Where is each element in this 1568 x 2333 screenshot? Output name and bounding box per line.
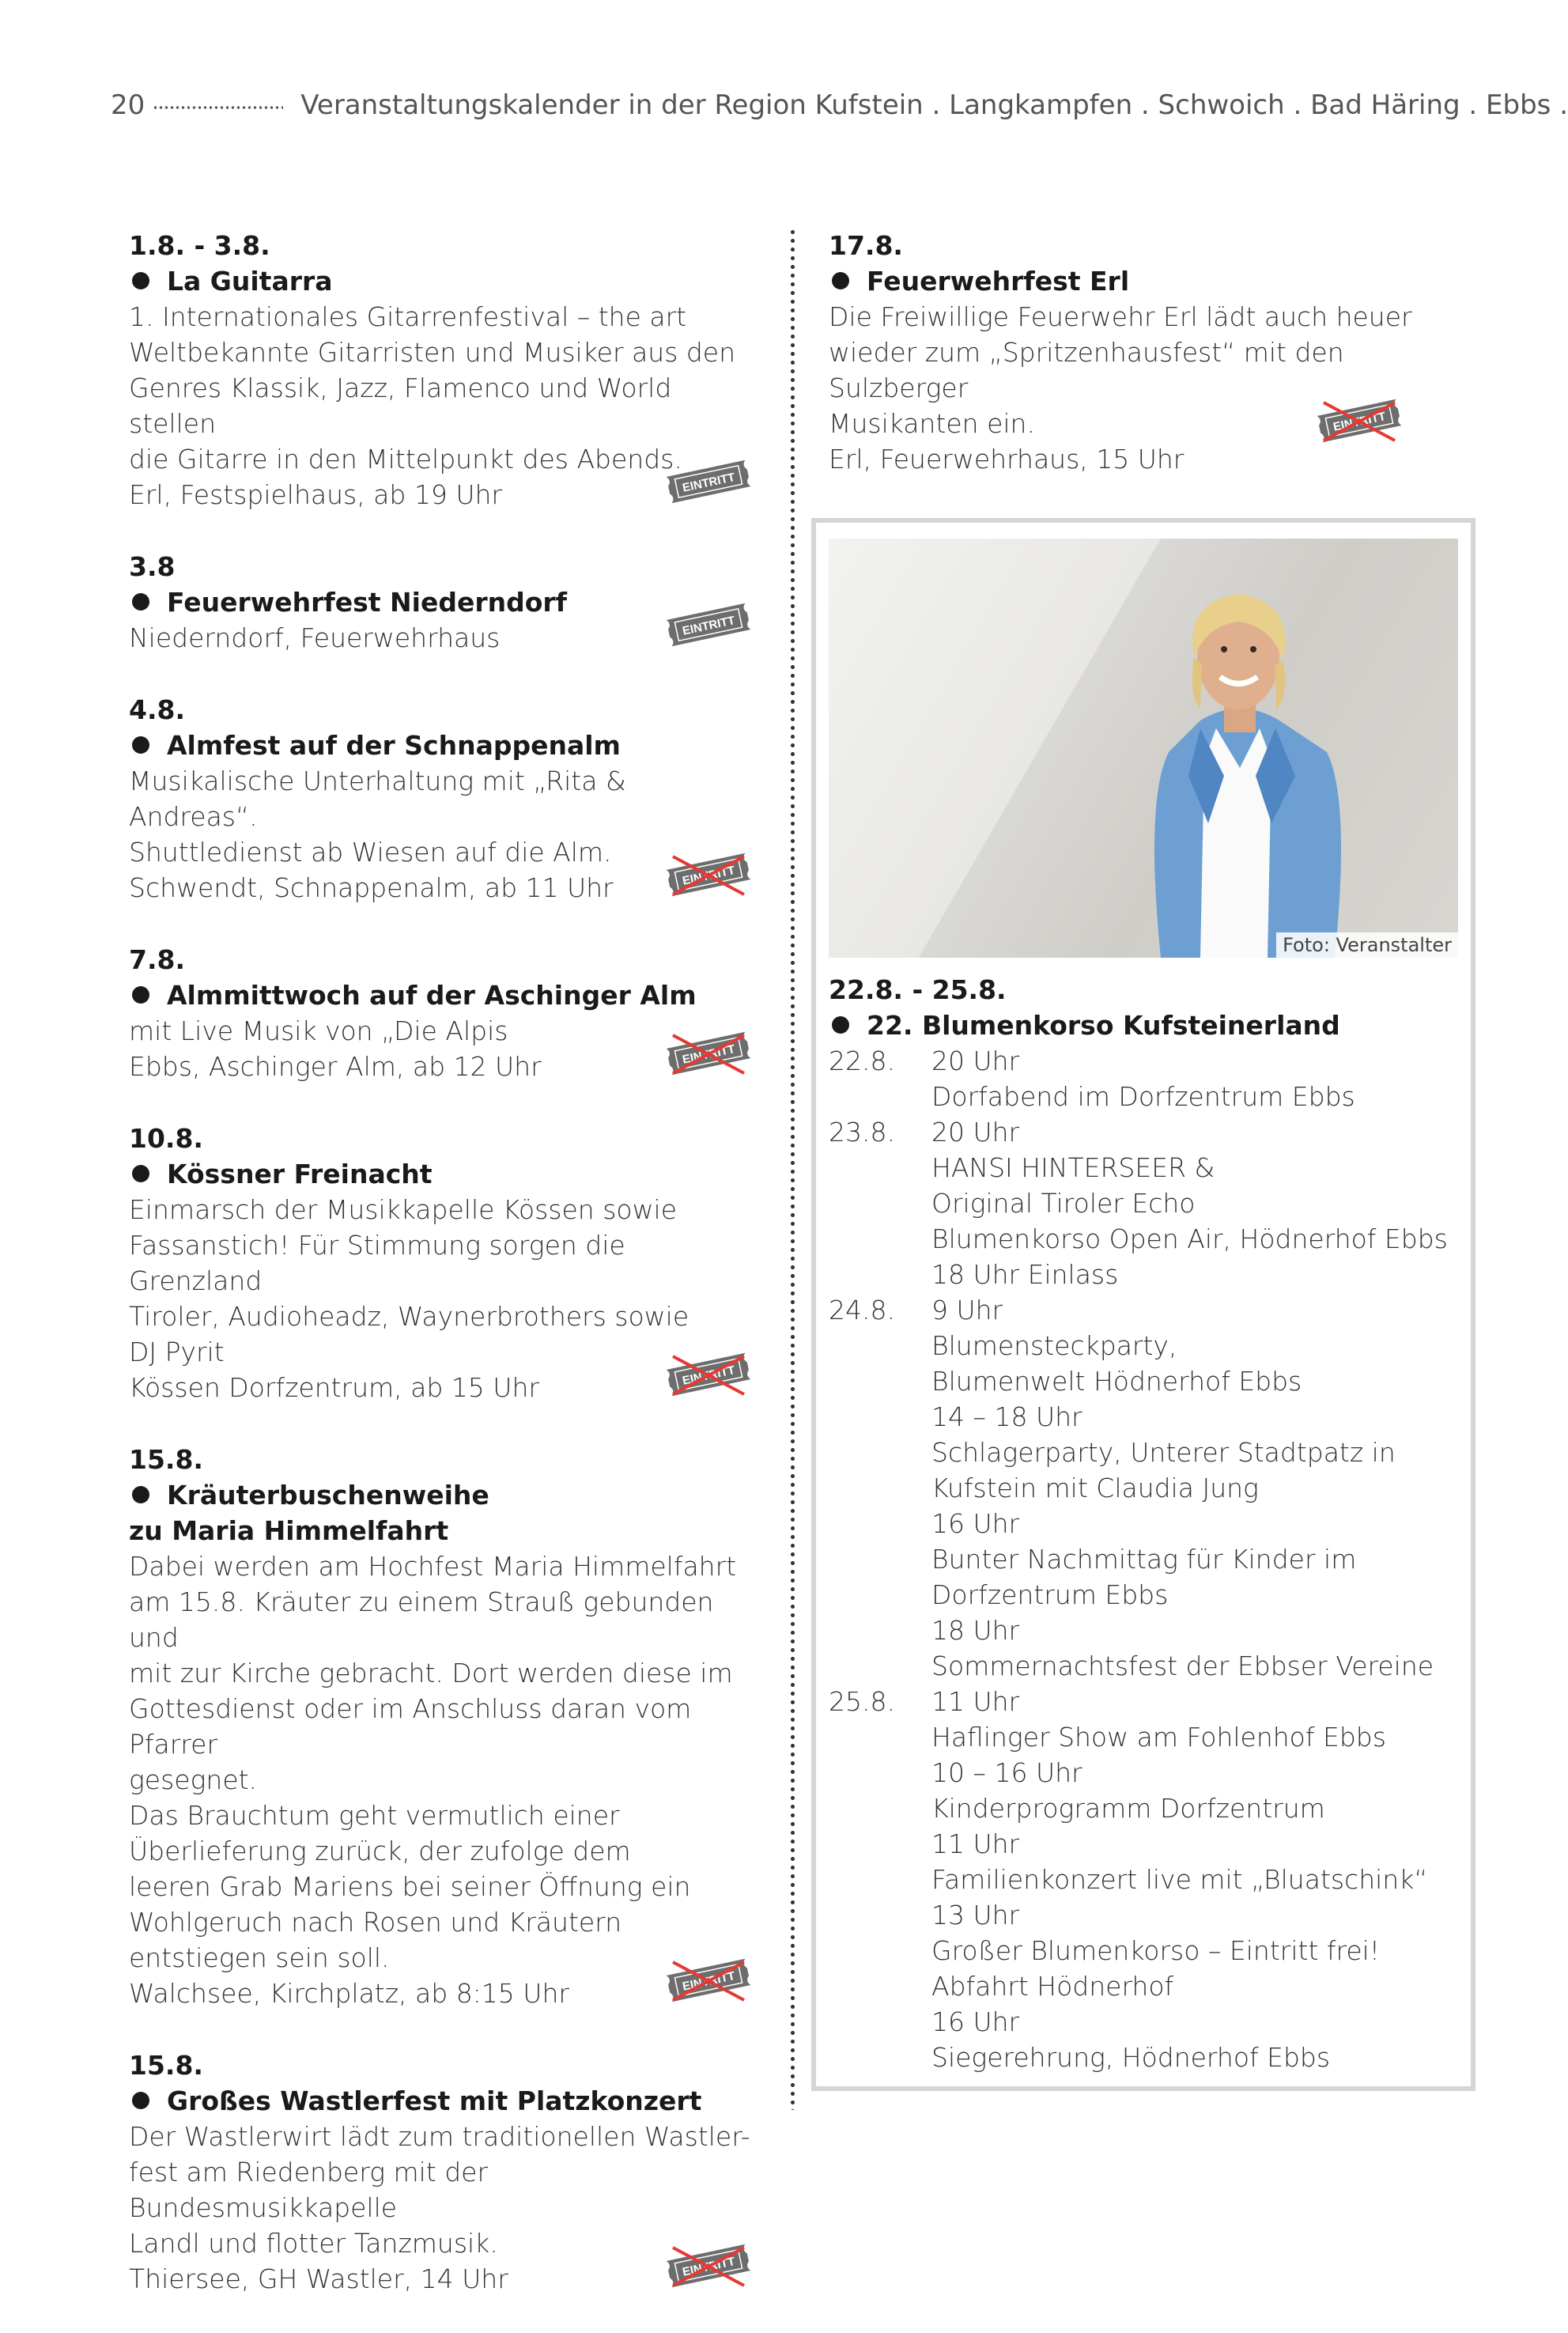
event-date: 15.8.: [129, 2050, 203, 2081]
free-entry-ticket-icon: [662, 850, 755, 899]
schedule-day: [829, 1257, 931, 1292]
svg-text:EINTRITT: EINTRITT: [681, 1969, 737, 1994]
schedule-row: [829, 1684, 1458, 1719]
event-title: [829, 263, 1461, 299]
svg-text:EINTRITT: EINTRITT: [681, 2255, 737, 2279]
schedule-entry: Bunter Nachmittag für Kinder im: [931, 1544, 1357, 1575]
schedule-row: [829, 2040, 1458, 2075]
schedule-row: [829, 1043, 1458, 1079]
schedule-row: [829, 1577, 1458, 1613]
schedule-row: [829, 1185, 1458, 1221]
schedule-day: [829, 1363, 931, 1399]
event-item: [129, 942, 761, 1084]
column-divider: [790, 228, 795, 2110]
event-date: 10.8.: [129, 1123, 203, 1154]
schedule-day: [829, 1862, 931, 1897]
event-date: 3.8: [129, 551, 176, 582]
schedule-day: [829, 1185, 931, 1221]
schedule-day: 25.8.: [829, 1686, 895, 1717]
event-schedule: [829, 1043, 1458, 2075]
schedule-entry: Kinderprogramm Dorfzentrum: [931, 1793, 1325, 1824]
free-entry-ticket-icon: [662, 1029, 755, 1078]
schedule-entry: 20 Uhr: [931, 1117, 1020, 1148]
event-title-text: Almmittwoch auf der Aschinger Alm: [167, 980, 697, 1011]
bullet-icon: [132, 736, 149, 754]
event-location: Schwendt, Schnappenalm, ab 11 Uhr: [129, 872, 614, 903]
free-entry-ticket-icon: [662, 1350, 755, 1399]
event-description-line: mit zur Kirche gebracht. Dort werden diese im: [129, 1658, 733, 1688]
schedule-entry: 16 Uhr: [931, 1508, 1020, 1539]
schedule-day: 24.8.: [829, 1295, 895, 1325]
event-description-line: wieder zum „Spritzenhausfest“ mit den Sulzberger: [829, 337, 1344, 403]
page-header: [111, 85, 1568, 125]
schedule-day: [829, 1328, 931, 1363]
schedule-entry: HANSI HINTERSEER &: [931, 1152, 1215, 1183]
event-description-line: Die Freiwillige Feuerwehr Erl lädt auch heuer: [829, 301, 1412, 332]
right-column: [829, 228, 1461, 2091]
event-item: [129, 228, 761, 512]
event-item: [129, 1121, 761, 1405]
schedule-entry: Blumenkorso Open Air, Hödnerhof Ebbs: [931, 1223, 1448, 1254]
event-description-line: Das Brauchtum geht vermutlich einer: [129, 1800, 620, 1831]
schedule-day: 22.8.: [829, 1046, 895, 1076]
bullet-icon: [832, 1016, 849, 1034]
schedule-entry: Blumenwelt Hödnerhof Ebbs: [931, 1366, 1302, 1397]
svg-text:EINTRITT: EINTRITT: [681, 471, 737, 495]
schedule-entry: 10 – 16 Uhr: [931, 1757, 1082, 1788]
event-item: [129, 1442, 761, 2011]
event-title: [129, 977, 761, 1013]
schedule-row: [829, 1435, 1458, 1470]
event-feuerwehrfest-erl: [829, 228, 1461, 477]
event-date: 1.8. - 3.8.: [129, 230, 270, 261]
schedule-row: [829, 1506, 1458, 1541]
event-title-text: Großes Wastlerfest mit Platzkonzert: [167, 2085, 702, 2116]
schedule-entry: Haflinger Show am Fohlenhof Ebbs: [931, 1722, 1386, 1753]
schedule-row: [829, 1221, 1458, 1257]
event-description-line: entstiegen sein soll.: [129, 1942, 390, 1973]
event-date: 7.8.: [129, 944, 185, 975]
event-title: [129, 263, 761, 299]
event-title: [129, 1156, 761, 1192]
schedule-day: [829, 1470, 931, 1506]
event-description-line: Landl und flotter Tanzmusik.: [129, 2228, 498, 2259]
schedule-row: [829, 1150, 1458, 1185]
schedule-row: [829, 1613, 1458, 1648]
event-item: [129, 2048, 761, 2297]
schedule-row: [829, 1292, 1458, 1328]
schedule-entry: 14 – 18 Uhr: [931, 1401, 1082, 1432]
event-title-text: Feuerwehrfest Erl: [867, 266, 1130, 297]
schedule-row: [829, 1719, 1458, 1755]
event-description-line: Dabei werden am Hochfest Maria Himmelfahrt: [129, 1551, 737, 1582]
event-description-line: Fassanstich! Für Stimmung sorgen die Grenzland: [129, 1230, 625, 1296]
svg-text:EINTRITT: EINTRITT: [681, 614, 737, 638]
event-description-line: Der Wastlerwirt lädt zum traditionellen Wastler-: [129, 2121, 750, 2152]
event-description-line: gesegnet.: [129, 1764, 258, 1795]
event-date: 15.8.: [129, 1444, 203, 1475]
schedule-row: [829, 1790, 1458, 1826]
event-description-line: Genres Klassik, Jazz, Flamenco und World stellen: [129, 372, 672, 439]
event-location: Niederndorf, Feuerwehrhaus: [129, 622, 501, 653]
schedule-row: [829, 1257, 1458, 1292]
event-description-line: Shuttledienst ab Wiesen auf die Alm.: [129, 837, 612, 868]
schedule-entry: 18 Uhr Einlass: [931, 1259, 1119, 1290]
event-location: Thiersee, GH Wastler, 14 Uhr: [129, 2263, 508, 2294]
free-entry-ticket-icon: [662, 2241, 755, 2290]
event-description-line: am 15.8. Kräuter zu einem Strauß gebunden und: [129, 1586, 714, 1653]
schedule-row: [829, 1363, 1458, 1399]
event-location: Erl, Festspielhaus, ab 19 Uhr: [129, 479, 502, 510]
photo-credit: Foto: Veranstalter: [1276, 932, 1458, 958]
event-date: 17.8.: [829, 230, 903, 261]
schedule-row: [829, 2004, 1458, 2040]
schedule-row: [829, 1897, 1458, 1933]
schedule-day: [829, 1826, 931, 1862]
bullet-icon: [832, 272, 849, 289]
event-title-text: Feuerwehrfest Niederndorf: [167, 587, 568, 618]
event-location: Kössen Dorfzentrum, ab 15 Uhr: [129, 1372, 539, 1403]
schedule-day: [829, 1897, 931, 1933]
schedule-entry: 20 Uhr: [931, 1046, 1020, 1076]
event-description-line: leeren Grab Mariens bei seiner Öffnung ein: [129, 1871, 691, 1902]
schedule-row: [829, 1933, 1458, 1968]
schedule-day: [829, 1221, 931, 1257]
schedule-day: [829, 1506, 931, 1541]
schedule-day: 23.8.: [829, 1117, 895, 1148]
event-item: [129, 692, 761, 906]
event-title-continued: zu Maria Himmelfahrt: [129, 1515, 449, 1546]
event-description-line: Überlieferung zurück, der zufolge dem: [129, 1836, 631, 1866]
event-date: 4.8.: [129, 694, 185, 725]
svg-text:EINTRITT: EINTRITT: [681, 1042, 737, 1067]
event-description-line: 1. Internationales Gitarrenfestival – the art: [129, 301, 687, 332]
schedule-row: [829, 1862, 1458, 1897]
header-dotted-leader: [153, 105, 283, 110]
event-description-line: Musikalische Unterhaltung mit „Rita & Andreas“.: [129, 766, 626, 832]
schedule-row: [829, 1968, 1458, 2004]
schedule-entry: 9 Uhr: [931, 1295, 1003, 1325]
event-description-line: Wohlgeruch nach Rosen und Kräutern: [129, 1907, 622, 1938]
event-description-line: Einmarsch der Musikkapelle Kössen sowie: [129, 1194, 678, 1225]
schedule-row: [829, 1114, 1458, 1150]
schedule-day: [829, 1150, 931, 1185]
event-description-line: Gottesdienst oder im Anschluss daran vom Pfarrer: [129, 1693, 692, 1760]
bullet-icon: [132, 1165, 149, 1182]
event-item: [129, 549, 761, 656]
schedule-row: [829, 1826, 1458, 1862]
event-title: [129, 2083, 761, 2119]
event-title-text: 22. Blumenkorso Kufsteinerland: [867, 1010, 1340, 1041]
event-location: Walchsee, Kirchplatz, ab 8:15 Uhr: [129, 1978, 569, 2009]
schedule-entry: Familienkonzert live mit „Bluatschink“: [931, 1864, 1428, 1895]
schedule-entry: 18 Uhr: [931, 1615, 1020, 1646]
schedule-entry: 13 Uhr: [931, 1900, 1020, 1930]
schedule-row: [829, 1755, 1458, 1790]
event-description-line: mit Live Musik von „Die Alpis: [129, 1015, 508, 1046]
schedule-row: [829, 1541, 1458, 1577]
schedule-day: [829, 1435, 931, 1470]
event-description-line: DJ Pyrit: [129, 1337, 225, 1367]
schedule-row: [829, 1470, 1458, 1506]
schedule-entry: 11 Uhr: [931, 1828, 1020, 1859]
bullet-icon: [132, 2092, 149, 2109]
event-title: [129, 728, 761, 763]
schedule-day: [829, 1968, 931, 2004]
schedule-row: [829, 1079, 1458, 1114]
schedule-day: [829, 1755, 931, 1790]
left-column: [129, 228, 761, 2333]
ticket-icon: [662, 600, 755, 649]
schedule-day: [829, 1790, 931, 1826]
schedule-day: [829, 1541, 931, 1577]
running-title: Veranstaltungskalender in der Region Kufstein . Langkampfen . Schwoich . Bad Häring . Ebbs .: [300, 89, 1568, 121]
bullet-icon: [132, 986, 149, 1004]
page-number: 20: [111, 89, 145, 121]
bullet-icon: [132, 1486, 149, 1503]
svg-text:EINTRITT: EINTRITT: [681, 1363, 737, 1388]
schedule-day: [829, 1648, 931, 1684]
schedule-row: [829, 1648, 1458, 1684]
svg-text:EINTRITT: EINTRITT: [1332, 410, 1388, 434]
schedule-entry: Kufstein mit Claudia Jung: [931, 1473, 1259, 1503]
schedule-day: [829, 2004, 931, 2040]
schedule-entry: 11 Uhr: [931, 1686, 1020, 1717]
schedule-day: [829, 1079, 931, 1114]
event-description-line: Musikanten ein.: [829, 408, 1035, 439]
event-description-line: fest am Riedenberg mit der Bundesmusikkapelle: [129, 2157, 489, 2223]
bullet-icon: [132, 593, 149, 611]
schedule-day: [829, 1719, 931, 1755]
schedule-entry: Dorfzentrum Ebbs: [931, 1579, 1169, 1610]
event-location: Erl, Feuerwehrhaus, 15 Uhr: [829, 444, 1185, 475]
schedule-entry: Abfahrt Hödnerhof: [931, 1971, 1174, 2002]
event-title: [129, 1477, 761, 1513]
feature-box-blumenkorso: [811, 518, 1475, 2091]
schedule-entry: 16 Uhr: [931, 2006, 1020, 2037]
schedule-day: [829, 1577, 931, 1613]
event-title-text: Almfest auf der Schnappenalm: [167, 730, 621, 761]
free-entry-ticket-icon: [662, 1956, 755, 2005]
svg-text:EINTRITT: EINTRITT: [681, 864, 737, 888]
event-date: 22.8. - 25.8.: [829, 974, 1007, 1005]
schedule-day: [829, 1613, 931, 1648]
schedule-row: [829, 1399, 1458, 1435]
schedule-day: [829, 1399, 931, 1435]
bullet-icon: [132, 272, 149, 289]
event-description-line: Weltbekannte Gitarristen und Musiker aus den: [129, 337, 736, 368]
event-location: Ebbs, Aschinger Alm, ab 12 Uhr: [129, 1051, 542, 1082]
schedule-entry: Blumensteckparty,: [931, 1330, 1177, 1361]
event-title-text: La Guitarra: [167, 266, 333, 297]
event-title: [829, 1008, 1458, 1043]
event-title-text: Kräuterbuschenweihe: [167, 1480, 489, 1511]
free-entry-ticket-icon: [1313, 396, 1406, 445]
portrait-illustration: [829, 539, 1458, 958]
schedule-day: [829, 1933, 931, 1968]
schedule-day: [829, 2040, 931, 2075]
schedule-entry: Dorfabend im Dorfzentrum Ebbs: [931, 1081, 1355, 1112]
schedule-entry: Original Tiroler Echo: [931, 1188, 1196, 1219]
event-description-line: Tiroler, Audioheadz, Waynerbrothers sowie: [129, 1301, 690, 1332]
event-description-line: die Gitarre in den Mittelpunkt des Abends.: [129, 444, 682, 475]
ticket-icon: [662, 457, 755, 506]
schedule-entry: Schlagerparty, Unterer Stadtpatz in: [931, 1437, 1396, 1468]
schedule-entry: Großer Blumenkorso – Eintritt frei!: [931, 1935, 1381, 1966]
artist-photo: [829, 539, 1458, 958]
schedule-entry: Sommernachtsfest der Ebbser Vereine: [931, 1650, 1434, 1681]
schedule-row: [829, 1328, 1458, 1363]
event-title-text: Kössner Freinacht: [167, 1159, 433, 1189]
schedule-entry: Siegerehrung, Hödnerhof Ebbs: [931, 2042, 1331, 2073]
